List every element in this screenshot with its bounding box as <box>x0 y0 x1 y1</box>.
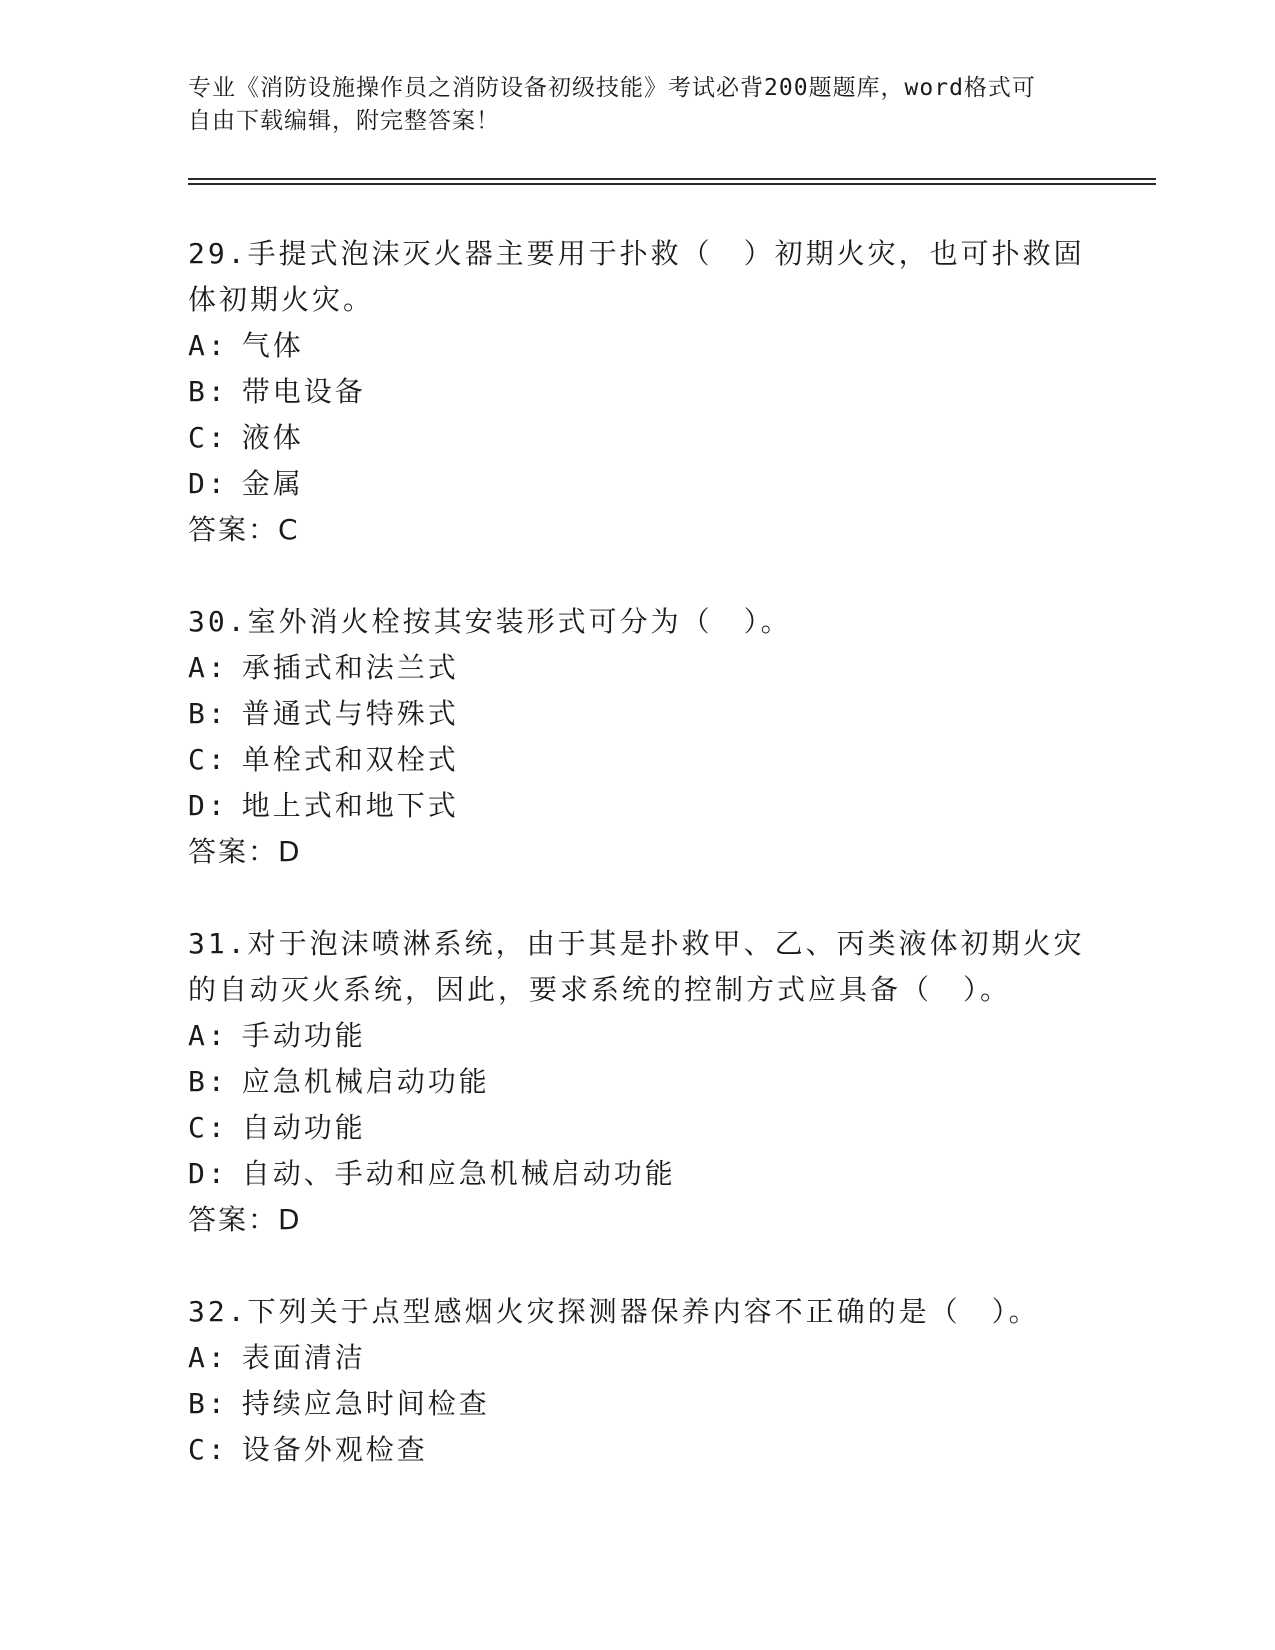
option-key: B: <box>188 1387 228 1420</box>
answer-line: 答案：C <box>188 513 300 546</box>
option-text: 手动功能 <box>241 1019 366 1052</box>
option-text: 气体 <box>241 329 304 362</box>
question-stem: 31.对于泡沫喷淋系统，由于其是扑救甲、乙、丙类液体初期火灾的自动灭火系统，因此，要求系统的控制方式应具备（ ）。 <box>188 927 1085 1006</box>
option-key: A: <box>188 1341 228 1374</box>
option-key: D: <box>188 467 228 500</box>
option-a <box>188 1335 1088 1381</box>
option-key: D: <box>188 1157 228 1190</box>
option-b <box>188 369 1088 415</box>
option-d <box>188 783 1088 829</box>
option-text: 应急机械启动功能 <box>241 1065 490 1098</box>
option-key: C: <box>188 1111 228 1144</box>
option-b <box>188 1059 1088 1105</box>
option-c <box>188 1427 1088 1473</box>
question-stem: 29.手提式泡沫灭火器主要用于扑救（ ）初期火灾，也可扑救固体初期火灾。 <box>188 237 1085 316</box>
option-b <box>188 691 1088 737</box>
option-key: D: <box>188 789 228 822</box>
option-c <box>188 415 1088 461</box>
option-text: 带电设备 <box>241 375 366 408</box>
question-30 <box>188 599 1088 875</box>
option-text: 金属 <box>241 467 304 500</box>
document-header <box>188 72 1068 138</box>
header-title-line2: 自由下载编辑，附完整答案！ <box>188 108 500 134</box>
answer-line: 答案：D <box>188 1203 302 1236</box>
option-text: 持续应急时间检查 <box>241 1387 490 1420</box>
question-31 <box>188 921 1088 1243</box>
option-key: A: <box>188 1019 228 1052</box>
option-key: C: <box>188 1433 228 1466</box>
option-text: 普通式与特殊式 <box>241 697 459 730</box>
question-list <box>188 231 1088 1519</box>
question-32 <box>188 1289 1088 1473</box>
answer-line: 答案：D <box>188 835 302 868</box>
option-key: C: <box>188 743 228 776</box>
option-key: B: <box>188 697 228 730</box>
option-a <box>188 1013 1088 1059</box>
option-text: 自动、手动和应急机械启动功能 <box>241 1157 676 1190</box>
option-text: 自动功能 <box>241 1111 366 1144</box>
question-29 <box>188 231 1088 553</box>
option-key: A: <box>188 329 228 362</box>
option-d <box>188 1151 1088 1197</box>
option-key: A: <box>188 651 228 684</box>
header-divider-top <box>188 178 1156 180</box>
question-stem: 30.室外消火栓按其安装形式可分为（ ）。 <box>188 605 792 638</box>
option-text: 设备外观检查 <box>241 1433 428 1466</box>
option-a <box>188 323 1088 369</box>
option-text: 单栓式和双栓式 <box>241 743 459 776</box>
question-stem: 32.下列关于点型感烟火灾探测器保养内容不正确的是（ ）。 <box>188 1295 1040 1328</box>
option-key: B: <box>188 375 228 408</box>
option-c <box>188 737 1088 783</box>
option-b <box>188 1381 1088 1427</box>
option-c <box>188 1105 1088 1151</box>
option-d <box>188 461 1088 507</box>
header-divider-bottom <box>188 183 1156 185</box>
option-a <box>188 645 1088 691</box>
option-text: 承插式和法兰式 <box>241 651 459 684</box>
option-text: 表面清洁 <box>241 1341 366 1374</box>
header-title-line1: 专业《消防设施操作员之消防设备初级技能》考试必背200题题库，word格式可 <box>188 75 1036 101</box>
option-text: 地上式和地下式 <box>241 789 459 822</box>
option-key: C: <box>188 421 228 454</box>
option-text: 液体 <box>241 421 304 454</box>
option-key: B: <box>188 1065 228 1098</box>
